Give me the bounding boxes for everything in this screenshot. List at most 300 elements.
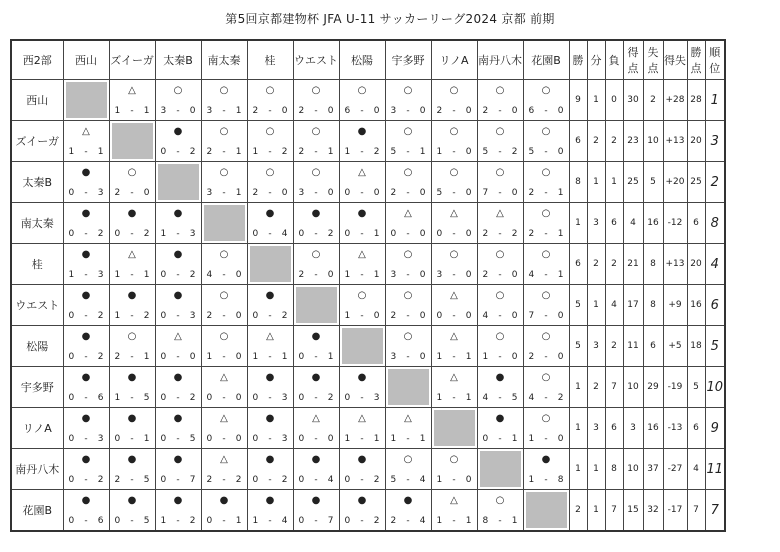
goals-for: 1 [528,475,535,485]
score-separator: - [452,188,456,198]
match-result-cell [477,203,523,244]
match-result-cell [431,285,477,326]
table-row [11,121,725,162]
score-line [294,393,339,403]
goals-against: 8 [557,475,564,485]
score-line [478,270,523,280]
score-line [64,352,109,362]
stat-cell: 8 [643,285,663,326]
stat-cell: 6 [687,408,705,449]
match-result-cell [155,285,201,326]
score-line [110,475,155,485]
goals-against: 1 [327,147,334,157]
goals-for: 4 [206,270,213,280]
score-separator: - [176,475,180,485]
match-result-cell [155,244,201,285]
goals-for: 0 [298,475,305,485]
result-mark: ● [265,372,275,383]
score-separator: - [222,311,226,321]
rank-cell: 5 [705,326,725,367]
goals-against: 3 [97,434,104,444]
score-line [432,516,477,526]
score-line [524,229,569,239]
score-line [202,516,247,526]
stat-cell: 8 [605,449,623,490]
result-mark: ○ [265,85,275,96]
result-mark: ● [127,208,137,219]
goals-against: 4 [419,475,426,485]
score-line [64,434,109,444]
score-line [294,352,339,362]
match-result-cell [155,203,201,244]
goals-against: 2 [281,475,288,485]
goals-for: 1 [344,311,351,321]
goals-against: 0 [465,270,472,280]
score-line [524,311,569,321]
goals-for: 1 [252,516,259,526]
score-line [202,311,247,321]
stat-cell: 2 [605,121,623,162]
result-mark: ● [265,413,275,424]
result-mark: ○ [219,290,229,301]
goals-for: 0 [344,393,351,403]
score-line [156,229,201,239]
match-result-cell [155,121,201,162]
goals-against: 2 [373,147,380,157]
match-result-cell [155,408,201,449]
goals-for: 2 [390,311,397,321]
goals-against: 1 [143,106,150,116]
goals-against: 3 [373,393,380,403]
goals-for: 0 [298,352,305,362]
score-line [340,516,385,526]
goals-against: 1 [511,434,518,444]
stat-cell: 7 [605,367,623,408]
stat-cell: 21 [623,244,643,285]
goals-against: 2 [373,475,380,485]
result-mark: ○ [541,331,551,342]
goals-for: 2 [528,188,535,198]
match-result-cell [523,408,569,449]
goals-against: 0 [557,106,564,116]
goals-for: 0 [252,311,259,321]
score-separator: - [84,516,88,526]
goals-against: 0 [189,106,196,116]
score-line [386,106,431,116]
score-separator: - [222,188,226,198]
stat-cell: -27 [663,449,687,490]
score-separator: - [498,229,502,239]
stat-cell: 29 [643,367,663,408]
goals-against: 0 [465,311,472,321]
row-team-name: 花園B [11,490,63,532]
stat-cell: 16 [687,285,705,326]
score-separator: - [130,188,134,198]
score-line [202,270,247,280]
stat-cell: 10 [623,449,643,490]
score-separator: - [314,393,318,403]
match-result-cell [431,203,477,244]
match-result-cell [385,203,431,244]
result-mark: ○ [357,85,367,96]
result-mark: ● [173,290,183,301]
goals-against: 2 [281,147,288,157]
score-line [432,188,477,198]
stat-cell: +20 [663,162,687,203]
score-separator: - [406,311,410,321]
result-mark: ○ [311,167,321,178]
score-separator: - [498,393,502,403]
result-mark: ○ [127,331,137,342]
score-line [64,311,109,321]
goals-against: 0 [511,352,518,362]
goals-for: 4 [482,393,489,403]
score-line [386,434,431,444]
goals-against: 1 [557,229,564,239]
match-result-cell [385,162,431,203]
score-separator: - [176,434,180,444]
match-result-cell [293,367,339,408]
rank-cell: 3 [705,121,725,162]
goals-for: 0 [252,434,259,444]
goals-against: 6 [97,516,104,526]
score-separator: - [176,147,180,157]
result-mark: △ [404,413,412,424]
goals-for: 0 [160,270,167,280]
match-result-cell [477,490,523,532]
score-separator: - [176,311,180,321]
stat-cell: 25 [687,162,705,203]
score-separator: - [498,434,502,444]
score-separator: - [268,516,272,526]
score-line [248,106,293,116]
stat-cell: 28 [687,80,705,121]
score-line [524,352,569,362]
stat-cell: 16 [643,408,663,449]
stat-cell: 20 [687,244,705,285]
self-match-cell [201,203,247,244]
match-result-cell [247,121,293,162]
match-result-cell [523,449,569,490]
goals-against: 6 [97,393,104,403]
column-header-team: 太秦B [155,40,201,80]
result-mark: △ [220,372,228,383]
goals-for: 1 [436,393,443,403]
score-separator: - [360,311,364,321]
result-mark: ○ [495,495,505,506]
result-mark: ● [357,126,367,137]
goals-for: 2 [252,188,259,198]
score-line [340,311,385,321]
goals-for: 0 [68,188,75,198]
match-result-cell [63,121,109,162]
match-result-cell [247,203,293,244]
score-separator: - [130,229,134,239]
result-mark: ○ [449,167,459,178]
result-mark: ○ [541,126,551,137]
score-line [524,106,569,116]
match-result-cell [431,162,477,203]
goals-for: 0 [206,393,213,403]
stat-cell: +9 [663,285,687,326]
goals-against: 1 [419,147,426,157]
stat-cell: 3 [587,408,605,449]
result-mark: △ [358,249,366,260]
stat-cell: 37 [643,449,663,490]
match-result-cell [155,490,201,532]
score-separator: - [176,106,180,116]
result-mark: ○ [495,85,505,96]
goals-against: 2 [327,229,334,239]
match-result-cell [201,490,247,532]
result-mark: ● [357,372,367,383]
goals-against: 0 [373,188,380,198]
goals-for: 0 [160,311,167,321]
goals-for: 0 [344,475,351,485]
goals-for: 0 [252,229,259,239]
match-result-cell [293,121,339,162]
match-result-cell [293,408,339,449]
score-separator: - [130,311,134,321]
goals-against: 0 [511,311,518,321]
result-mark: ● [173,413,183,424]
score-line [202,147,247,157]
goals-for: 2 [114,352,121,362]
score-separator: - [544,475,548,485]
score-separator: - [498,106,502,116]
result-mark: ○ [403,126,413,137]
score-line [478,106,523,116]
goals-for: 0 [68,516,75,526]
goals-for: 4 [482,311,489,321]
score-line [432,229,477,239]
header-row [11,40,725,80]
goals-for: 1 [252,147,259,157]
goals-against: 1 [557,270,564,280]
goals-against: 0 [235,270,242,280]
goals-for: 2 [528,229,535,239]
match-result-cell [431,449,477,490]
goals-against: 1 [327,352,334,362]
gray-block [526,492,567,528]
table-row [11,285,725,326]
score-separator: - [314,229,318,239]
score-separator: - [268,393,272,403]
result-mark: ● [173,372,183,383]
stat-cell: 18 [687,326,705,367]
rank-cell: 6 [705,285,725,326]
result-mark: ○ [403,167,413,178]
score-separator: - [130,352,134,362]
score-line [64,270,109,280]
goals-against: 1 [235,147,242,157]
score-line [156,516,201,526]
score-separator: - [84,475,88,485]
score-line [294,516,339,526]
score-line [202,475,247,485]
stat-cell: 1 [605,162,623,203]
score-separator: - [84,147,88,157]
result-mark: ● [357,454,367,465]
match-result-cell [247,162,293,203]
score-separator: - [222,434,226,444]
match-result-cell [431,80,477,121]
score-separator: - [544,311,548,321]
score-separator: - [84,352,88,362]
score-line [64,147,109,157]
result-mark: △ [450,331,458,342]
goals-for: 0 [160,434,167,444]
match-result-cell [63,203,109,244]
score-line [248,229,293,239]
table-row [11,449,725,490]
score-line [156,434,201,444]
rank-cell: 8 [705,203,725,244]
goals-against: 0 [327,188,334,198]
stat-cell: 17 [623,285,643,326]
stat-cell: +28 [663,80,687,121]
score-line [432,270,477,280]
result-mark: ○ [219,126,229,137]
stat-cell: 2 [643,80,663,121]
result-mark: ○ [357,290,367,301]
stat-cell: 10 [643,121,663,162]
goals-against: 0 [511,106,518,116]
match-result-cell [201,326,247,367]
goals-against: 7 [189,475,196,485]
score-separator: - [406,475,410,485]
score-separator: - [544,352,548,362]
stat-cell: 2 [587,367,605,408]
goals-for: 0 [206,434,213,444]
score-separator: - [452,311,456,321]
goals-for: 7 [482,188,489,198]
score-separator: - [84,188,88,198]
score-line [248,475,293,485]
result-mark: ○ [173,85,183,96]
result-mark: ○ [219,331,229,342]
rank-cell: 4 [705,244,725,285]
score-separator: - [360,229,364,239]
score-line [110,229,155,239]
goals-against: 1 [143,434,150,444]
score-separator: - [360,434,364,444]
goals-for: 0 [298,516,305,526]
score-line [386,352,431,362]
stat-cell: 30 [623,80,643,121]
self-match-cell [63,80,109,121]
goals-for: 2 [528,352,535,362]
score-line [202,352,247,362]
goals-for: 0 [298,393,305,403]
score-separator: - [452,475,456,485]
goals-for: 2 [206,311,213,321]
result-mark: ● [81,208,91,219]
goals-against: 1 [373,270,380,280]
result-mark: △ [450,372,458,383]
score-line [386,516,431,526]
row-team-name: 太秦B [11,162,63,203]
rank-cell: 11 [705,449,725,490]
goals-against: 0 [235,434,242,444]
column-header-team: 花園B [523,40,569,80]
column-header-team: ズイーガ [109,40,155,80]
stat-cell: 4 [605,285,623,326]
score-line [64,188,109,198]
gray-block [112,123,153,159]
goals-for: 1 [160,516,167,526]
result-mark: ● [173,454,183,465]
goals-against: 2 [97,229,104,239]
goals-for: 0 [436,311,443,321]
score-line [432,147,477,157]
goals-against: 0 [327,270,334,280]
score-line [478,516,523,526]
column-header-team: 桂 [247,40,293,80]
column-header-stat: 失点 [643,40,663,80]
score-separator: - [452,393,456,403]
stat-cell: 6 [569,244,587,285]
goals-for: 3 [390,106,397,116]
stat-cell: 9 [569,80,587,121]
score-separator: - [406,147,410,157]
score-separator: - [84,434,88,444]
result-mark: ● [541,454,551,465]
goals-against: 0 [419,311,426,321]
goals-for: 5 [528,147,535,157]
score-line [294,475,339,485]
score-line [524,434,569,444]
result-mark: △ [128,85,136,96]
stat-cell: 0 [605,80,623,121]
stat-cell: 5 [687,367,705,408]
goals-for: 6 [528,106,535,116]
score-separator: - [268,147,272,157]
match-result-cell [247,285,293,326]
stat-cell: 5 [643,162,663,203]
match-result-cell [339,449,385,490]
result-mark: ○ [265,126,275,137]
row-team-name: ウエスト [11,285,63,326]
goals-against: 4 [327,475,334,485]
goals-for: 2 [482,270,489,280]
result-mark: ● [265,208,275,219]
self-match-cell [339,326,385,367]
result-mark: ● [219,495,229,506]
score-line [248,393,293,403]
match-result-cell [109,326,155,367]
gray-block [434,410,475,446]
score-line [110,270,155,280]
score-separator: - [406,229,410,239]
result-mark: ○ [403,454,413,465]
match-result-cell [201,80,247,121]
goals-against: 3 [97,188,104,198]
match-result-cell [155,449,201,490]
score-line [524,147,569,157]
stat-cell: 4 [623,203,643,244]
stat-cell: 1 [569,203,587,244]
goals-against: 0 [419,352,426,362]
match-result-cell [477,244,523,285]
score-line [64,475,109,485]
goals-for: 0 [68,434,75,444]
match-result-cell [63,162,109,203]
goals-for: 5 [390,475,397,485]
goals-for: 0 [252,393,259,403]
division-label: 西2部 [11,40,63,80]
match-result-cell [431,490,477,532]
